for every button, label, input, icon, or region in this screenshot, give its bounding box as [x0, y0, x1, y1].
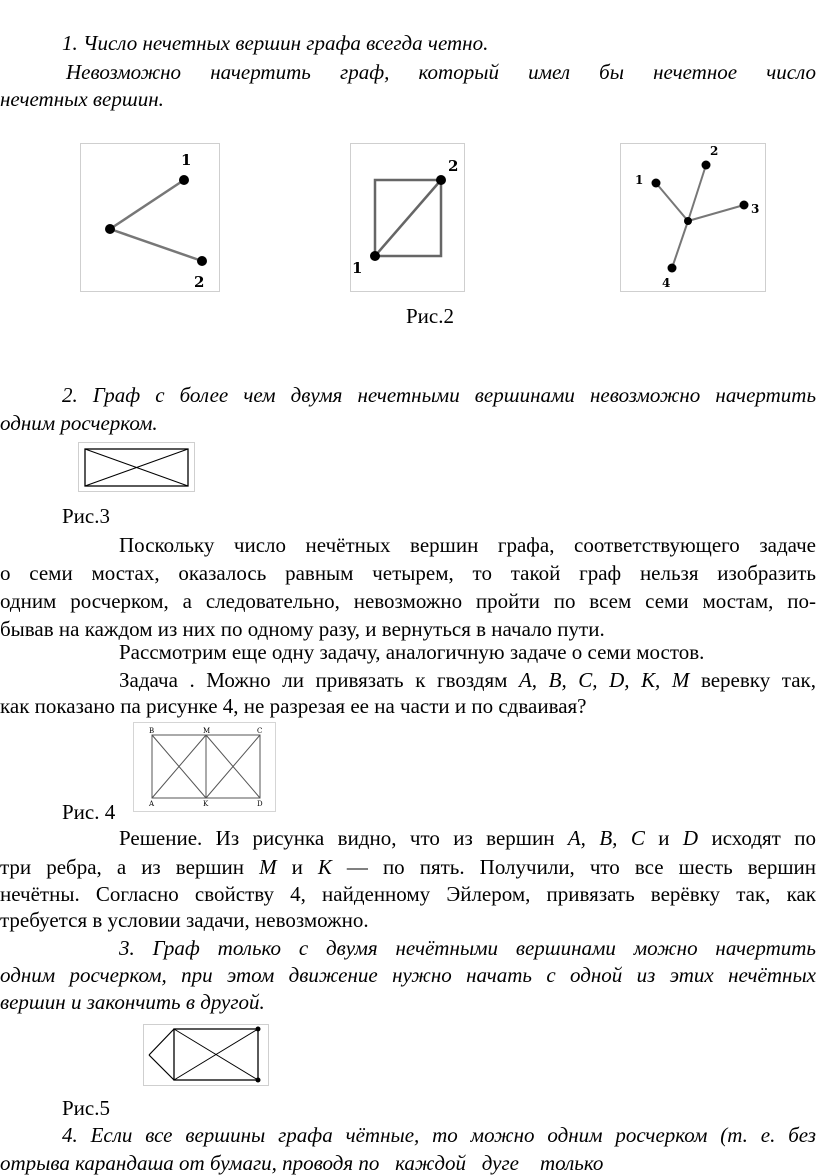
fig2-graph-a	[80, 143, 220, 293]
section1-line3: нечетных вершин.	[0, 87, 164, 111]
section3-line3: вершин и закончить в другой.	[0, 990, 265, 1014]
fig5-caption: Рис.5	[62, 1096, 110, 1120]
fig2c-label-1: 1	[635, 173, 644, 187]
section3-line1: 3. Граф только с двумя нечётными вершинами можно начертить	[119, 936, 816, 960]
fig5-house-graph	[143, 1024, 269, 1086]
section3-line2: одним росчерком, при этом движение нужно начать с одной из этих нечётных	[0, 963, 816, 987]
fig4-label-k: K	[203, 800, 209, 808]
task-suffix: веревку так,	[689, 668, 816, 692]
task-letters: А, В, С, D, К, М	[518, 668, 690, 692]
fig2b-label-1: 1	[352, 259, 363, 277]
solution-line1	[119, 825, 816, 851]
para1-line3: одним росчерком, а следовательно, невозможно пройти по всем семи мостам, по-	[0, 589, 816, 613]
section2-line2: одним росчерком.	[0, 411, 158, 435]
fig2c-label-2: 2	[710, 144, 719, 158]
task-line2: как показано па рисунке 4, не разрезая ее на части и по сдваивая?	[0, 694, 587, 718]
fig2c-label-4: 4	[662, 276, 671, 290]
fig3-rectangle-graph	[78, 442, 195, 492]
fig4-label-b: B	[149, 727, 155, 735]
fig2a-label-1: 1	[181, 151, 192, 169]
solution-l2-d: К	[317, 855, 332, 879]
fig4-label-a: A	[149, 800, 155, 808]
fig4-label-c: C	[257, 727, 263, 735]
section4-line1: 4. Если все вершины графа чётные, то можно одним росчерком (т. е. без	[62, 1123, 816, 1147]
fig2-caption: Рис.2	[406, 304, 454, 328]
fig3-caption: Рис.3	[62, 504, 110, 528]
fig4-label-d: D	[257, 800, 263, 808]
solution-l1-d: D	[682, 826, 699, 850]
fig4-nails-graph	[133, 722, 276, 812]
task-prefix: Задача . Можно ли привязать к гвоздям	[119, 668, 519, 692]
para1-line1: Поскольку число нечётных вершин графа, соответствующего задаче	[119, 533, 816, 557]
fig2a-label-2: 2	[194, 273, 205, 291]
solution-l1-c: и	[644, 826, 683, 850]
solution-l2-a: три ребра, а из вершин	[0, 855, 260, 879]
fig4-label-m: M	[203, 727, 211, 735]
section4-line2: отрыва карандаша от бумаги, проводя по каждой дуге только	[0, 1151, 604, 1175]
fig2b-label-2: 2	[448, 157, 459, 175]
section1-line2: Невозможно начертить граф, который имел бы нечетное число	[66, 60, 816, 84]
solution-line3: нечётны. Согласно свойству 4, найденному Эйлером, привязать верёвку так, как	[0, 882, 816, 906]
solution-line4: требуется в условии задачи, невозможно.	[0, 908, 369, 932]
solution-l2-c: и	[276, 855, 318, 879]
fig2-graph-c	[620, 143, 766, 293]
section2-line1: 2. Граф с более чем двумя нечетными вершинами невозможно начертить	[62, 383, 816, 407]
para1-line4: бывав на каждом из них по одному разу, и вернуться в начало пути.	[0, 617, 605, 641]
solution-l2-b: М	[259, 855, 277, 879]
solution-l1-e: исходят по	[698, 826, 816, 850]
para1-line2: о семи мостах, оказалось равным четырем, то такой граф нельзя изобразить	[0, 561, 816, 585]
section1-heading: 1. Число нечетных вершин графа всегда четно.	[62, 31, 489, 55]
solution-l2-e: — по пять. Получили, что все шесть вершин	[331, 855, 816, 879]
fig4-caption: Рис. 4	[62, 800, 116, 824]
solution-l1-a: Решение. Из рисунка видно, что из вершин	[119, 826, 568, 850]
para2-line1: Рассмотрим еще одну задачу, аналогичную задаче о семи мостов.	[119, 640, 705, 664]
fig2-graph-b	[350, 143, 465, 293]
fig2c-label-3: 3	[751, 202, 760, 216]
solution-line2	[0, 854, 816, 880]
solution-l1-b: А, В, С	[567, 826, 645, 850]
task-line1	[119, 667, 816, 693]
